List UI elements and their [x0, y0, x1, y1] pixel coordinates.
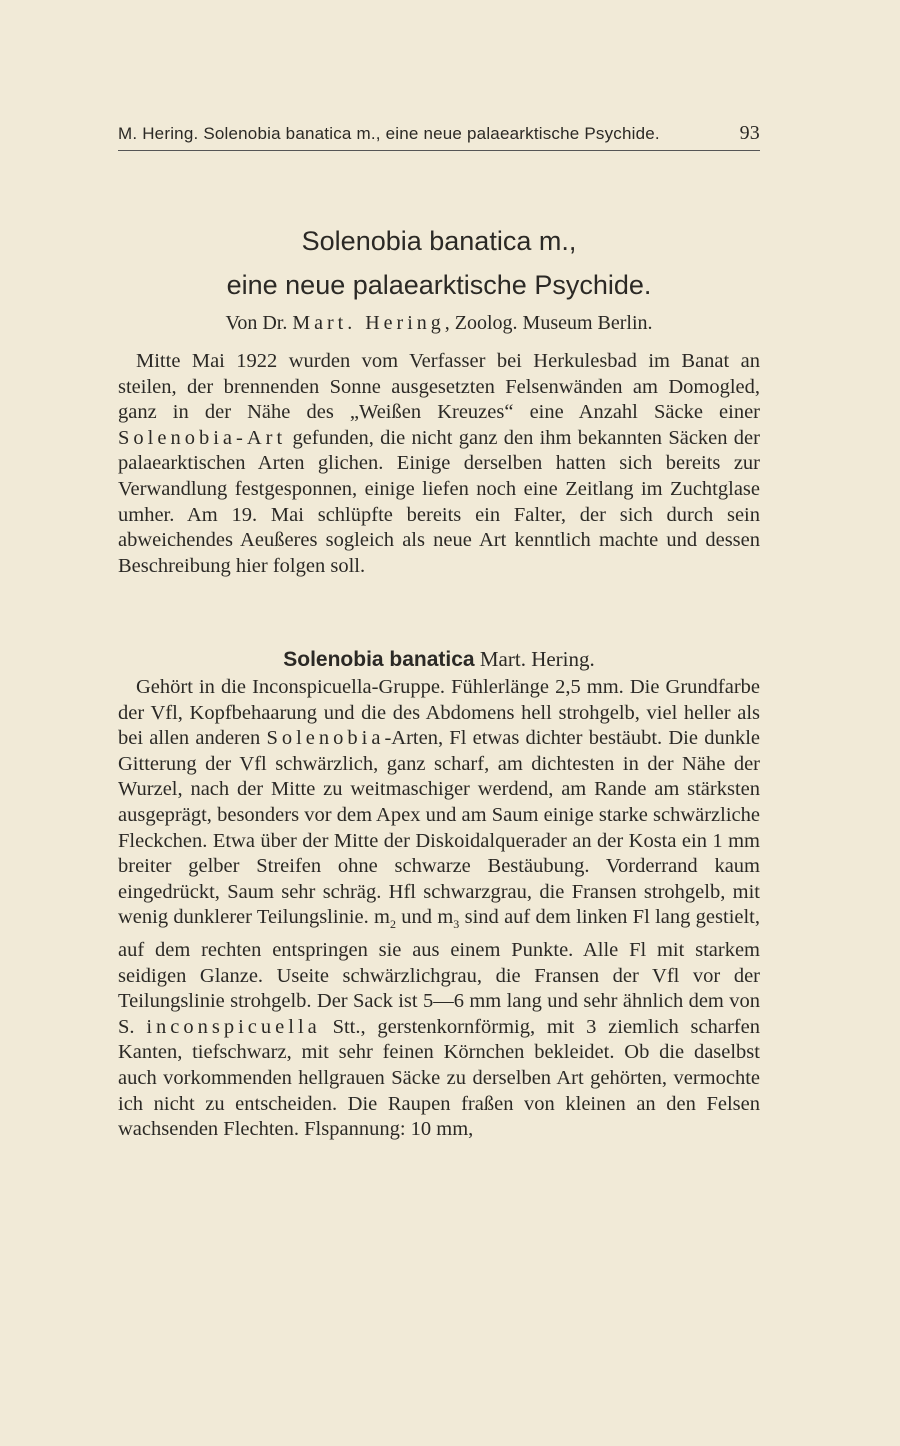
species-author: Mart. Hering.: [479, 647, 595, 671]
desc-species-ref: inconspicuella: [146, 1015, 321, 1038]
intro-text-b: gefunden, die nicht ganz den ihm bekannten Säcken der palaearktischen Arten glichen. Einige derselben hatten sich bereits zur Verwandlung festgesponnen, einige liefen noch eine Zeitlang im Zuchtglase umher. Am 19. Mai schlüpfte bereits ein Falter, der sich durch sein abweichendes Aeußeres sogleich als neue Art kenntlich machte und dessen Beschreibung hier folgen soll.: [118, 426, 760, 577]
description-paragraph: [118, 675, 760, 1143]
desc-genus: Solenobia: [266, 727, 385, 750]
byline-prefix: Von Dr.: [225, 312, 288, 334]
running-head-text: M. Hering. Solenobia banatica m., eine neue palaearktische Psychide.: [118, 124, 660, 143]
page-number: 93: [739, 122, 760, 144]
byline-affiliation: , Zoolog. Museum Berlin.: [444, 312, 653, 334]
intro-genus: Solenobia-Art: [118, 426, 287, 449]
species-heading: [118, 647, 760, 672]
desc-text-b: -Arten, Fl etwas dichter bestäubt. Die dunkle Gitterung der Vfl schwärzlich, ganz scharf, am dichtesten in der Nähe der Wurzel, nach der Mitte zu weitmaschiger werdend, am Rande am stärksten ausgeprägt, besonders vor dem Apex und am Saum einige starke schwärzliche Fleckchen. Etwa über der Mitte der Diskoidalquerader an der Kosta ein 1 mm breiter gelber Streifen ohne schwarze Bestäubung. Vorderrand kaum eingedrückt, Saum sehr schräg. Hfl schwarzgrau, die Fransen strohgelb, mit wenig dunklerer Teilungslinie. m: [118, 727, 760, 929]
header-rule: [118, 150, 760, 151]
desc-sub-2: 3: [453, 917, 460, 932]
desc-text-a: Gehört in die Inconspicuella-Gruppe. Fühlerlänge 2,5 mm. Die Grundfarbe der Vfl, Kopfbehaarung und die des Abdomens hell strohgelb, viel heller als bei allen anderen: [118, 676, 760, 750]
byline: [118, 312, 760, 335]
desc-text-d: sind auf dem linken Fl lang gestielt, auf dem rechten entspringen sie aus einem Punkte. Alle Fl mit starkem seidigen Glanze. Useite schwärzlichgrau, die Fransen der Vfl vor der Teilungslinie strohgelb. Der Sack ist 5—6 mm lang und sehr ähnlich dem von S.: [118, 906, 761, 1038]
article-title-line1: Solenobia banatica m.,: [301, 226, 577, 256]
author-name: Mart. Hering: [292, 312, 445, 334]
desc-text-e: Stt., gerstenkornförmig, mit 3 ziemlich scharfen Kanten, tiefschwarz, mit sehr feinen Körnchen bekleidet. Ob die daselbst auch vorkommenden hellgrauen Säcke zu derselben Art gehörten, vermochte ich nicht zu entscheiden. Die Raupen fraßen von kleinen an den Felsen wachsenden Flechten. Flspannung: 10 mm,: [118, 1015, 760, 1141]
intro-paragraph: [118, 349, 760, 579]
species-name: Solenobia banatica: [283, 648, 475, 671]
intro-text-a: Mitte Mai 1922 wurden vom Verfasser bei Herkulesbad im Banat an steilen, der brennenden Sonne ausgesetzten Felsenwänden am Domogled, ganz in der Nähe des „Weißen Kreuzes“ eine Anzahl Säcke einer: [118, 350, 760, 424]
article-title-line2: eine neue palaearktische Psychide.: [226, 270, 652, 300]
desc-sub-1: 2: [390, 917, 396, 932]
desc-text-c: und m: [396, 906, 454, 929]
running-head: [118, 122, 760, 145]
